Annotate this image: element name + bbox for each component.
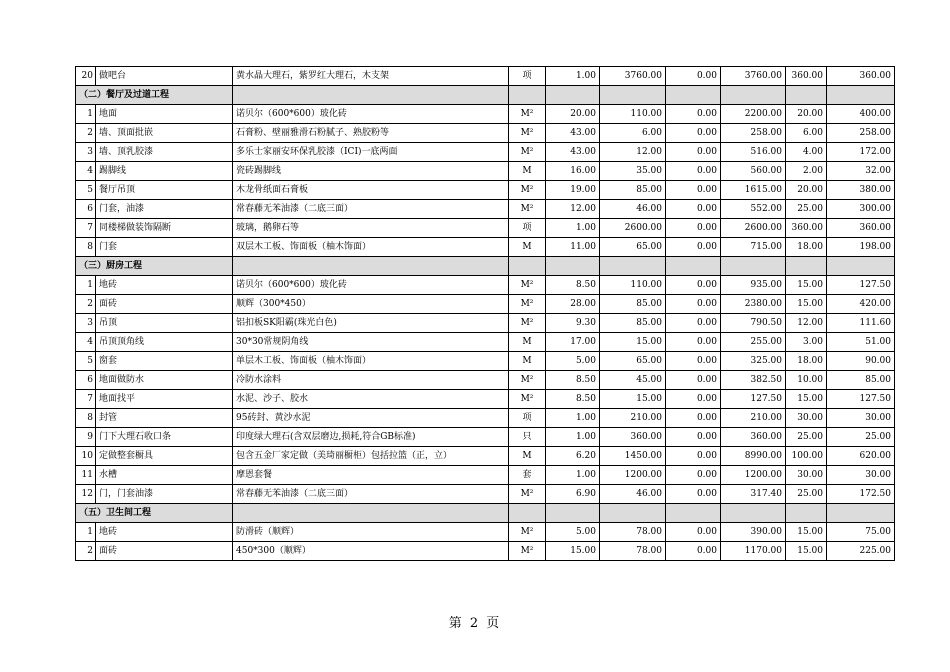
item-quantity: 19.00 [546, 181, 600, 200]
section-empty-cell [546, 504, 600, 523]
item-value-a: 0.00 [666, 276, 721, 295]
row-number: 10 [76, 447, 96, 466]
item-unit-price: 110.00 [600, 105, 666, 124]
row-number: 2 [76, 124, 96, 143]
item-amount: 3760.00 [721, 67, 786, 86]
item-name: 餐厅吊顶 [96, 181, 233, 200]
item-quantity: 1.00 [546, 466, 600, 485]
item-amount: 790.50 [721, 314, 786, 333]
item-value-a: 0.00 [666, 542, 721, 561]
table-row [76, 162, 895, 181]
item-amount: 1200.00 [721, 466, 786, 485]
section-header-row [76, 86, 895, 105]
item-value-a: 0.00 [666, 409, 721, 428]
section-empty-cell [721, 504, 786, 523]
item-amount: 2200.00 [721, 105, 786, 124]
item-material: 常春藤无苯油漆（二底三面） [233, 200, 509, 219]
item-value-c: 32.00 [827, 162, 895, 181]
section-empty-cell [546, 86, 600, 105]
item-quantity: 5.00 [546, 352, 600, 371]
item-name: 地砖 [96, 276, 233, 295]
item-value-c: 300.00 [827, 200, 895, 219]
item-unit-price: 78.00 [600, 542, 666, 561]
item-name: 吊顶顶角线 [96, 333, 233, 352]
item-unit: M² [509, 105, 546, 124]
table-row [76, 124, 895, 143]
item-amount: 715.00 [721, 238, 786, 257]
row-number: 12 [76, 485, 96, 504]
item-unit-price: 1200.00 [600, 466, 666, 485]
row-number: 3 [76, 143, 96, 162]
section-empty-cell [666, 257, 721, 276]
item-material: 顺辉（300*450） [233, 295, 509, 314]
item-unit: M² [509, 276, 546, 295]
item-unit-price: 85.00 [600, 181, 666, 200]
item-value-b: 30.00 [786, 409, 827, 428]
item-name: 门，门套油漆 [96, 485, 233, 504]
item-name: 地面找平 [96, 390, 233, 409]
item-unit-price: 35.00 [600, 162, 666, 181]
item-unit-price: 12.00 [600, 143, 666, 162]
item-value-c: 360.00 [827, 219, 895, 238]
item-value-c: 172.50 [827, 485, 895, 504]
item-unit-price: 15.00 [600, 333, 666, 352]
item-value-a: 0.00 [666, 352, 721, 371]
item-name: 地砖 [96, 523, 233, 542]
item-unit-price: 110.00 [600, 276, 666, 295]
item-quantity: 43.00 [546, 143, 600, 162]
item-value-c: 172.00 [827, 143, 895, 162]
item-unit: M² [509, 124, 546, 143]
item-value-a: 0.00 [666, 314, 721, 333]
row-number: 7 [76, 390, 96, 409]
item-quantity: 11.00 [546, 238, 600, 257]
item-amount: 1170.00 [721, 542, 786, 561]
item-unit-price: 85.00 [600, 295, 666, 314]
item-quantity: 28.00 [546, 295, 600, 314]
item-quantity: 9.30 [546, 314, 600, 333]
section-title: （二）餐厅及过道工程 [76, 86, 233, 105]
item-unit-price: 2600.00 [600, 219, 666, 238]
item-value-c: 198.00 [827, 238, 895, 257]
row-number: 4 [76, 162, 96, 181]
item-name: 定做整套橱具 [96, 447, 233, 466]
item-value-a: 0.00 [666, 371, 721, 390]
item-quantity: 1.00 [546, 67, 600, 86]
item-quantity: 15.00 [546, 542, 600, 561]
section-empty-cell [666, 504, 721, 523]
item-material: 双层木工板、饰面板（柚木饰面） [233, 238, 509, 257]
item-value-b: 20.00 [786, 105, 827, 124]
item-value-b: 25.00 [786, 428, 827, 447]
item-unit-price: 85.00 [600, 314, 666, 333]
item-value-c: 620.00 [827, 447, 895, 466]
item-value-b: 2.00 [786, 162, 827, 181]
item-unit-price: 65.00 [600, 352, 666, 371]
item-value-b: 15.00 [786, 295, 827, 314]
item-unit-price: 46.00 [600, 485, 666, 504]
item-material: 摩恩套餐 [233, 466, 509, 485]
row-number: 8 [76, 409, 96, 428]
item-amount: 210.00 [721, 409, 786, 428]
item-amount: 317.40 [721, 485, 786, 504]
item-value-b: 360.00 [786, 219, 827, 238]
item-unit-price: 46.00 [600, 200, 666, 219]
item-quantity: 8.50 [546, 371, 600, 390]
item-value-a: 0.00 [666, 124, 721, 143]
item-value-b: 12.00 [786, 314, 827, 333]
section-empty-cell [827, 257, 895, 276]
section-title: （五）卫生间工程 [76, 504, 233, 523]
item-material: 玻璃，鹅卵石等 [233, 219, 509, 238]
item-value-c: 360.00 [827, 67, 895, 86]
item-value-c: 30.00 [827, 466, 895, 485]
item-quantity: 43.00 [546, 124, 600, 143]
item-name: 窗套 [96, 352, 233, 371]
item-amount: 516.00 [721, 143, 786, 162]
section-empty-cell [509, 257, 546, 276]
section-empty-cell [233, 257, 509, 276]
item-value-c: 225.00 [827, 542, 895, 561]
item-unit: M² [509, 485, 546, 504]
item-quantity: 6.90 [546, 485, 600, 504]
item-value-c: 75.00 [827, 523, 895, 542]
item-material: 单层木工板、饰面板（柚木饰面） [233, 352, 509, 371]
row-number: 2 [76, 295, 96, 314]
section-empty-cell [233, 86, 509, 105]
table-row [76, 523, 895, 542]
item-material: 包含五金厂家定做（美琦丽橱柜）包括拉篮（正，立） [233, 447, 509, 466]
section-empty-cell [827, 504, 895, 523]
item-unit: M² [509, 295, 546, 314]
item-name: 地面做防水 [96, 371, 233, 390]
item-unit: 项 [509, 409, 546, 428]
item-unit: M [509, 333, 546, 352]
item-value-c: 400.00 [827, 105, 895, 124]
section-empty-cell [233, 504, 509, 523]
quotation-sheet [75, 66, 894, 561]
item-material: 450*300（顺辉） [233, 542, 509, 561]
item-name: 做吧台 [96, 67, 233, 86]
table-row [76, 314, 895, 333]
item-material: 30*30常规阴角线 [233, 333, 509, 352]
item-value-c: 51.00 [827, 333, 895, 352]
section-empty-cell [600, 86, 666, 105]
section-empty-cell [546, 257, 600, 276]
item-name: 水槽 [96, 466, 233, 485]
item-amount: 2380.00 [721, 295, 786, 314]
quotation-table [75, 66, 895, 561]
section-empty-cell [666, 86, 721, 105]
item-unit-price: 6.00 [600, 124, 666, 143]
item-material: 印度绿大理石(含双层磨边,损耗,符合GB标准) [233, 428, 509, 447]
item-value-b: 360.00 [786, 67, 827, 86]
item-name: 面砖 [96, 295, 233, 314]
page-number: 第 2 页 [448, 616, 502, 631]
item-value-a: 0.00 [666, 333, 721, 352]
row-number: 5 [76, 352, 96, 371]
section-empty-cell [721, 86, 786, 105]
item-material: 95砖封、黄沙水泥 [233, 409, 509, 428]
item-material: 黄水晶大理石，紫罗红大理石，木支架 [233, 67, 509, 86]
item-material: 防滑砖（顺辉） [233, 523, 509, 542]
item-value-c: 90.00 [827, 352, 895, 371]
item-amount: 325.00 [721, 352, 786, 371]
section-empty-cell [721, 257, 786, 276]
item-material: 铝扣板SK阳霸(珠光白色) [233, 314, 509, 333]
item-value-a: 0.00 [666, 428, 721, 447]
row-number: 20 [76, 67, 96, 86]
row-number: 5 [76, 181, 96, 200]
table-row [76, 200, 895, 219]
item-value-b: 15.00 [786, 542, 827, 561]
table-row [76, 371, 895, 390]
item-value-c: 85.00 [827, 371, 895, 390]
item-quantity: 1.00 [546, 428, 600, 447]
item-unit-price: 210.00 [600, 409, 666, 428]
table-row [76, 447, 895, 466]
item-unit-price: 360.00 [600, 428, 666, 447]
item-value-b: 25.00 [786, 485, 827, 504]
row-number: 2 [76, 542, 96, 561]
table-row [76, 143, 895, 162]
item-quantity: 6.20 [546, 447, 600, 466]
item-amount: 560.00 [721, 162, 786, 181]
item-name: 吊顶 [96, 314, 233, 333]
item-value-b: 30.00 [786, 466, 827, 485]
item-value-a: 0.00 [666, 67, 721, 86]
section-empty-cell [509, 86, 546, 105]
table-row [76, 67, 895, 86]
row-number: 7 [76, 219, 96, 238]
item-unit: M² [509, 390, 546, 409]
item-unit: 套 [509, 466, 546, 485]
item-quantity: 8.50 [546, 276, 600, 295]
table-row [76, 295, 895, 314]
table-row [76, 542, 895, 561]
item-amount: 1615.00 [721, 181, 786, 200]
item-unit: 项 [509, 219, 546, 238]
item-amount: 258.00 [721, 124, 786, 143]
item-value-c: 25.00 [827, 428, 895, 447]
item-value-c: 111.60 [827, 314, 895, 333]
item-amount: 382.50 [721, 371, 786, 390]
item-value-a: 0.00 [666, 219, 721, 238]
item-material: 诺贝尔（600*600）玻化砖 [233, 276, 509, 295]
item-amount: 2600.00 [721, 219, 786, 238]
item-material: 木龙骨纸面石膏板 [233, 181, 509, 200]
table-row [76, 485, 895, 504]
item-material: 诺贝尔（600*600）玻化砖 [233, 105, 509, 124]
item-value-a: 0.00 [666, 143, 721, 162]
item-value-a: 0.00 [666, 181, 721, 200]
item-unit: 只 [509, 428, 546, 447]
item-value-a: 0.00 [666, 466, 721, 485]
item-value-b: 20.00 [786, 181, 827, 200]
item-value-c: 127.50 [827, 390, 895, 409]
item-name: 门套，油漆 [96, 200, 233, 219]
item-amount: 8990.00 [721, 447, 786, 466]
item-value-c: 380.00 [827, 181, 895, 200]
item-quantity: 8.50 [546, 390, 600, 409]
item-value-b: 6.00 [786, 124, 827, 143]
item-value-a: 0.00 [666, 105, 721, 124]
row-number: 6 [76, 371, 96, 390]
row-number: 3 [76, 314, 96, 333]
item-name: 同楼梯做装饰隔断 [96, 219, 233, 238]
item-unit: M [509, 352, 546, 371]
row-number: 1 [76, 276, 96, 295]
table-row [76, 409, 895, 428]
item-unit-price: 15.00 [600, 390, 666, 409]
section-header-row [76, 257, 895, 276]
item-unit: M² [509, 523, 546, 542]
item-material: 多乐士家丽安环保乳胶漆（ICI)一底两面 [233, 143, 509, 162]
item-value-b: 10.00 [786, 371, 827, 390]
item-value-c: 127.50 [827, 276, 895, 295]
item-value-a: 0.00 [666, 447, 721, 466]
item-name: 门下大理石收口条 [96, 428, 233, 447]
row-number: 9 [76, 428, 96, 447]
item-unit: 项 [509, 67, 546, 86]
row-number: 1 [76, 105, 96, 124]
item-amount: 255.00 [721, 333, 786, 352]
table-row [76, 352, 895, 371]
item-unit-price: 3760.00 [600, 67, 666, 86]
section-empty-cell [786, 504, 827, 523]
item-unit: M [509, 162, 546, 181]
section-empty-cell [509, 504, 546, 523]
item-quantity: 5.00 [546, 523, 600, 542]
item-name: 墙、顶乳胶漆 [96, 143, 233, 162]
item-value-b: 18.00 [786, 238, 827, 257]
section-empty-cell [600, 257, 666, 276]
item-material: 瓷砖踢脚线 [233, 162, 509, 181]
item-amount: 552.00 [721, 200, 786, 219]
item-quantity: 1.00 [546, 409, 600, 428]
item-name: 踢脚线 [96, 162, 233, 181]
section-empty-cell [786, 257, 827, 276]
item-value-c: 258.00 [827, 124, 895, 143]
item-value-a: 0.00 [666, 390, 721, 409]
item-value-b: 18.00 [786, 352, 827, 371]
item-value-a: 0.00 [666, 238, 721, 257]
item-unit: M² [509, 200, 546, 219]
section-empty-cell [827, 86, 895, 105]
item-unit-price: 65.00 [600, 238, 666, 257]
table-row [76, 276, 895, 295]
item-unit-price: 45.00 [600, 371, 666, 390]
table-row [76, 333, 895, 352]
item-amount: 390.00 [721, 523, 786, 542]
row-number: 8 [76, 238, 96, 257]
section-header-row [76, 504, 895, 523]
item-unit: M [509, 238, 546, 257]
table-row [76, 219, 895, 238]
row-number: 1 [76, 523, 96, 542]
item-value-a: 0.00 [666, 162, 721, 181]
item-name: 地面 [96, 105, 233, 124]
item-value-a: 0.00 [666, 200, 721, 219]
item-value-b: 15.00 [786, 390, 827, 409]
item-unit: M² [509, 371, 546, 390]
item-value-b: 15.00 [786, 276, 827, 295]
item-name: 门套 [96, 238, 233, 257]
item-quantity: 16.00 [546, 162, 600, 181]
table-row [76, 105, 895, 124]
item-name: 面砖 [96, 542, 233, 561]
table-body [76, 67, 895, 561]
item-material: 常春藤无苯油漆（二底三面） [233, 485, 509, 504]
item-value-b: 3.00 [786, 333, 827, 352]
item-unit-price: 1450.00 [600, 447, 666, 466]
item-value-b: 25.00 [786, 200, 827, 219]
item-value-c: 30.00 [827, 409, 895, 428]
table-row [76, 428, 895, 447]
item-unit-price: 78.00 [600, 523, 666, 542]
item-amount: 935.00 [721, 276, 786, 295]
item-unit: M² [509, 542, 546, 561]
item-name: 墙、顶面批嵌 [96, 124, 233, 143]
section-title: （三）厨房工程 [76, 257, 233, 276]
item-quantity: 12.00 [546, 200, 600, 219]
item-material: 石膏粉、壁丽雅滑石粉腻子、熟胶粉等 [233, 124, 509, 143]
section-empty-cell [786, 86, 827, 105]
row-number: 4 [76, 333, 96, 352]
item-value-a: 0.00 [666, 523, 721, 542]
table-row [76, 390, 895, 409]
item-unit: M [509, 447, 546, 466]
item-value-c: 420.00 [827, 295, 895, 314]
item-material: 水泥、沙子、胶水 [233, 390, 509, 409]
row-number: 11 [76, 466, 96, 485]
item-value-b: 4.00 [786, 143, 827, 162]
item-material: 冷防水涂料 [233, 371, 509, 390]
item-name: 封管 [96, 409, 233, 428]
table-row [76, 181, 895, 200]
table-row [76, 238, 895, 257]
item-unit: M² [509, 181, 546, 200]
item-amount: 360.00 [721, 428, 786, 447]
item-unit: M² [509, 314, 546, 333]
item-value-a: 0.00 [666, 485, 721, 504]
item-quantity: 17.00 [546, 333, 600, 352]
item-value-b: 100.00 [786, 447, 827, 466]
item-value-b: 15.00 [786, 523, 827, 542]
table-row [76, 466, 895, 485]
item-quantity: 20.00 [546, 105, 600, 124]
item-unit: M² [509, 143, 546, 162]
row-number: 6 [76, 200, 96, 219]
section-empty-cell [600, 504, 666, 523]
item-quantity: 1.00 [546, 219, 600, 238]
item-value-a: 0.00 [666, 295, 721, 314]
item-amount: 127.50 [721, 390, 786, 409]
